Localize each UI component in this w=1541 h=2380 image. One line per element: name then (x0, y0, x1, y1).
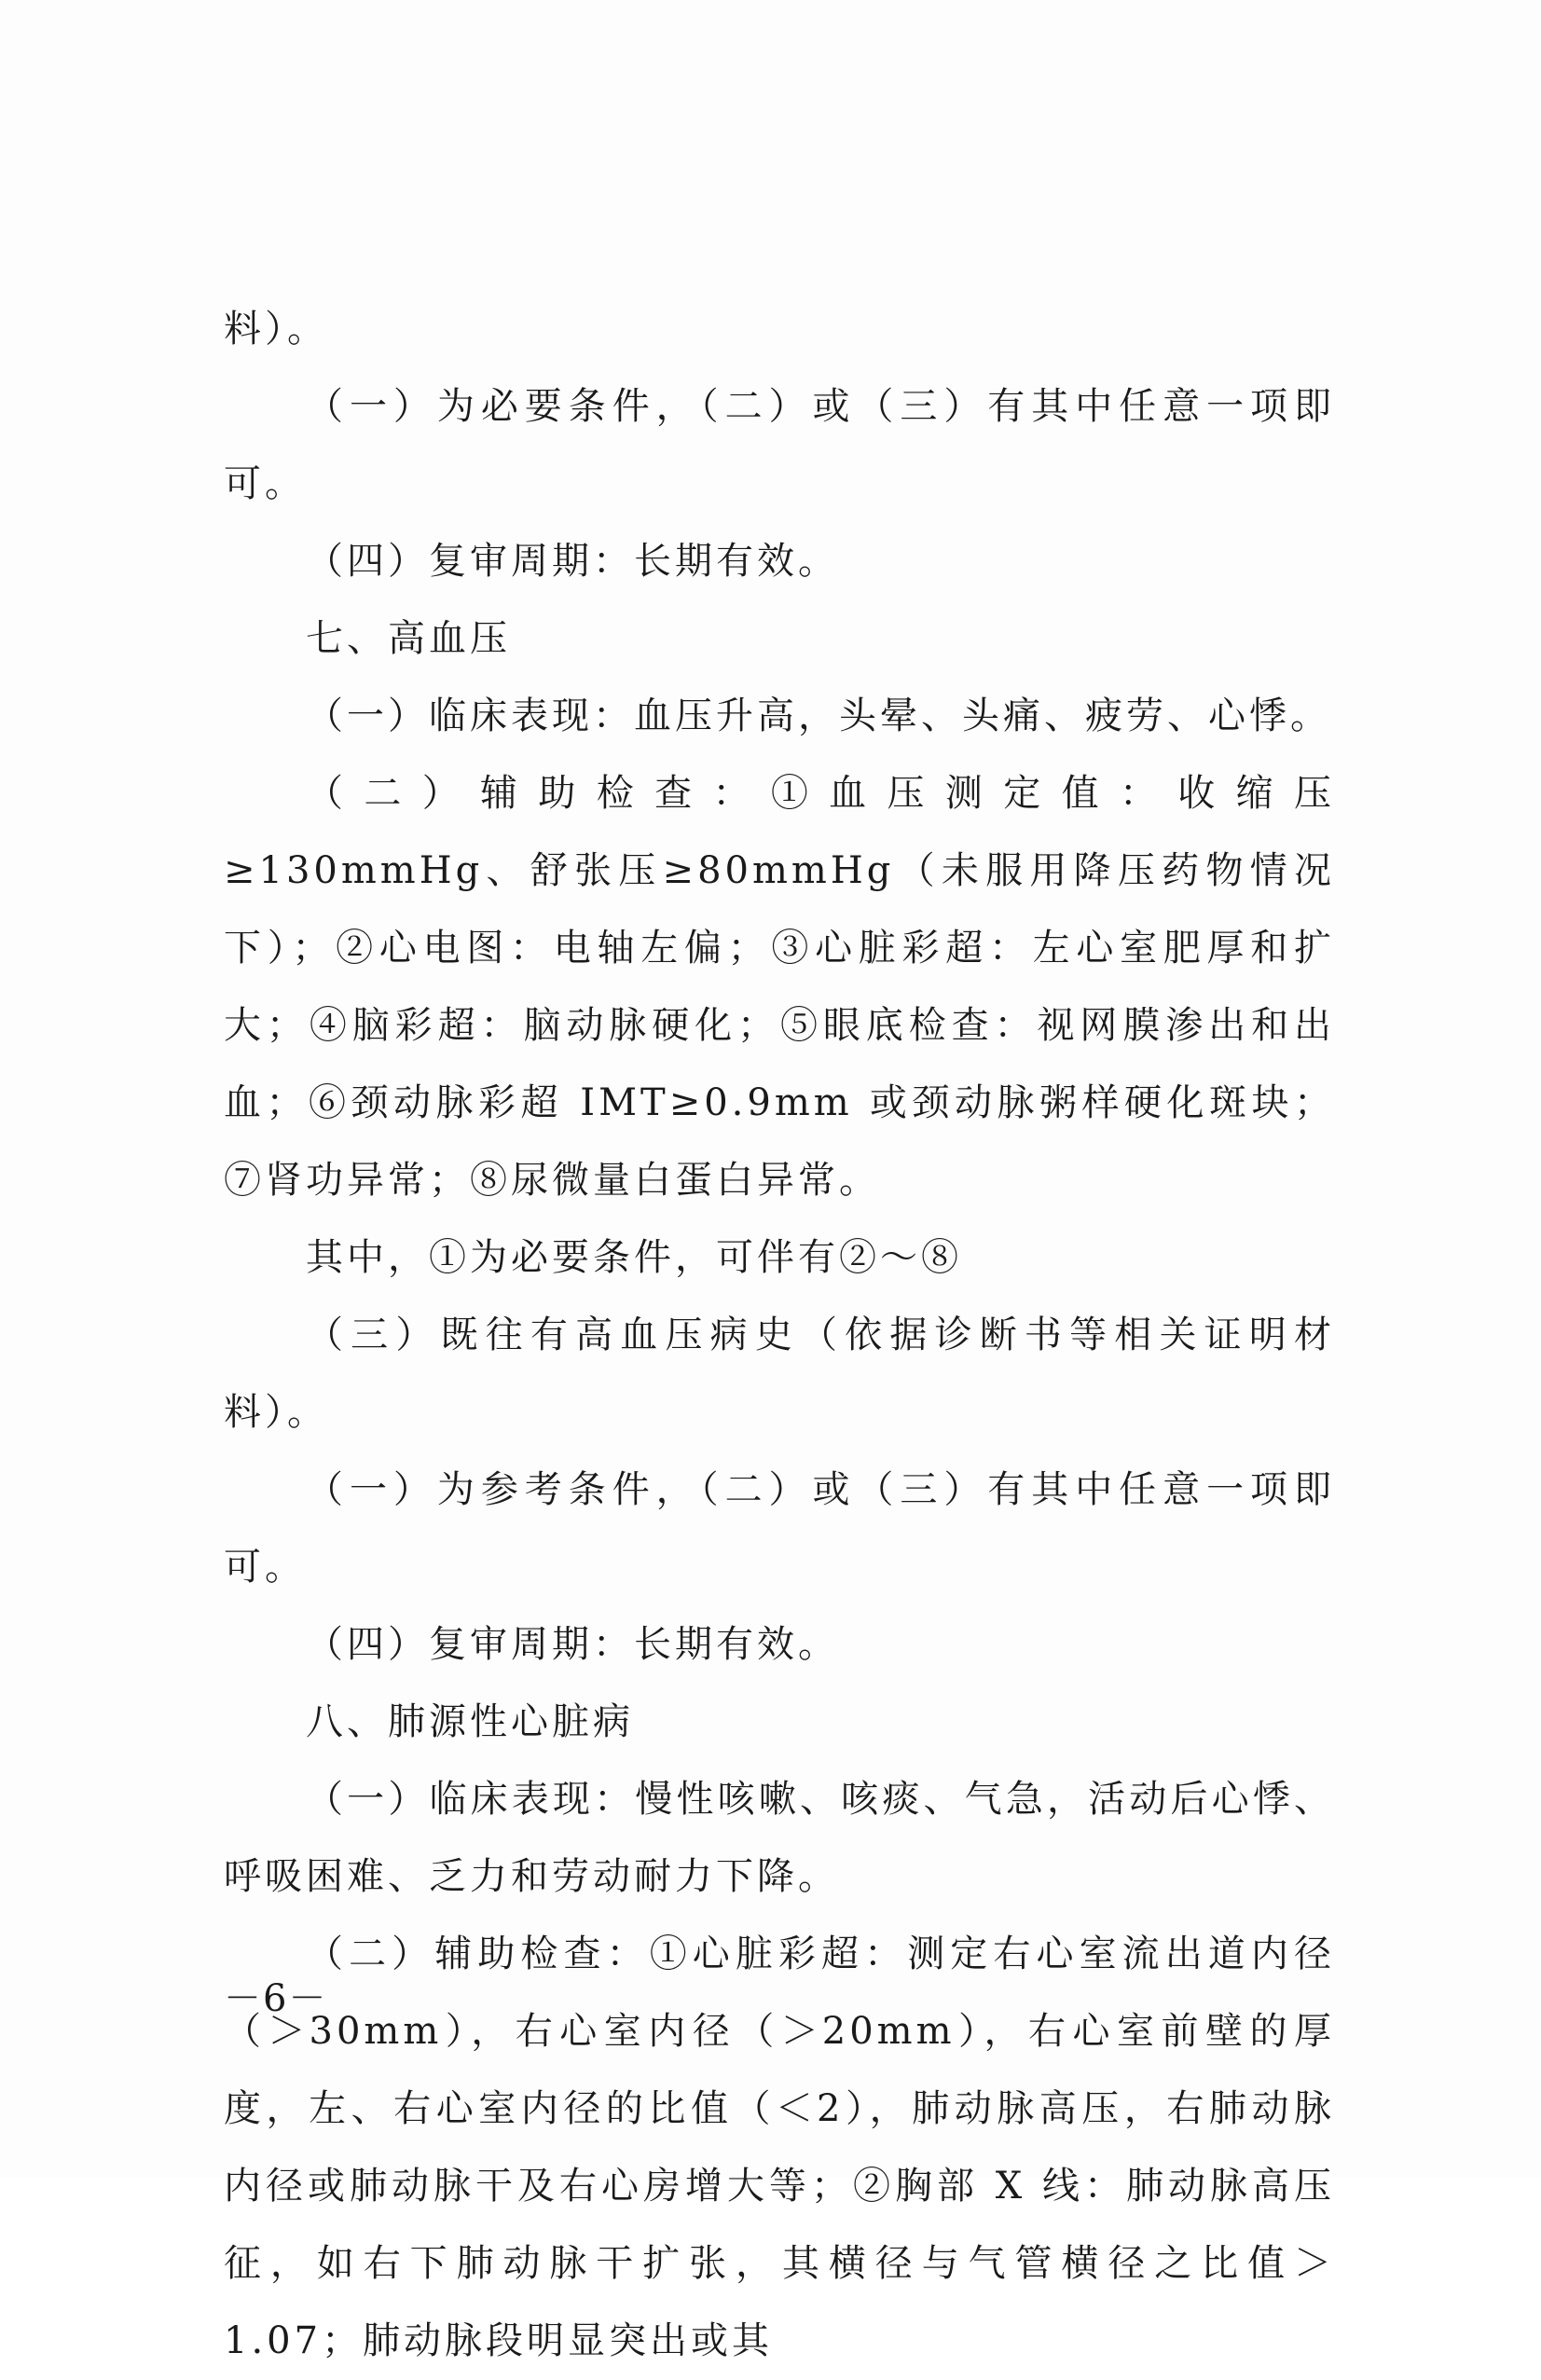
page-number: －6－ (224, 1977, 328, 2020)
paragraph: （一）为必要条件，（二）或（三）有其中任意一项即可。 (224, 385, 1335, 505)
paragraph: （二）辅助检查：①血压测定值：收缩压≥130mmHg、舒张压≥80mmHg（未服用降压药物情况下）；②心电图：电轴左偏；③心脏彩超：左心室肥厚和扩大；④脑彩超：脑动脉硬化；⑤眼底检查：视网膜渗出和出血；⑥颈动脉彩超 IMT≥0.9mm 或颈动脉粥样硬化斑块；⑦肾功异常；⑧尿微量白蛋白异常。 (224, 772, 1335, 1202)
paragraph: （三）既往有高血压病史（依据诊断书等相关证明材料）。 (224, 1314, 1335, 1434)
section-heading: 八、肺源性心脏病 (306, 1700, 634, 1743)
paragraph: （一）为参考条件，（二）或（三）有其中任意一项即可。 (224, 1468, 1335, 1589)
paragraph: 其中，①为必要条件，可伴有②～⑧ (306, 1236, 962, 1279)
paragraph: （四）复审周期：长期有效。 (306, 540, 839, 583)
paragraph: （四）复审周期：长期有效。 (306, 1623, 839, 1666)
paragraph: （一）临床表现：血压升高，头晕、头痛、疲劳、心悸。 (306, 695, 1331, 737)
section-heading: 七、高血压 (306, 617, 511, 660)
paragraph: 料）。 (224, 308, 328, 351)
paragraph: （二）辅助检查：①心脏彩超：测定右心室流出道内径（＞30mm），右心室内径（＞20mm），右心室前壁的厚度，左、右心室内径的比值（＜2），肺动脉高压，右肺动脉内径或肺动脉干及右心房增大等；②胸部 X 线：肺动脉高压征，如右下肺动脉干扩张，其横径与气管横径之比值＞1.07；肺动脉段明显突出或其 (224, 1933, 1335, 2362)
document-body (224, 291, 1335, 2380)
paragraph: （一）临床表现：慢性咳嗽、咳痰、气急，活动后心悸、呼吸困难、乏力和劳动耐力下降。 (224, 1778, 1335, 1898)
